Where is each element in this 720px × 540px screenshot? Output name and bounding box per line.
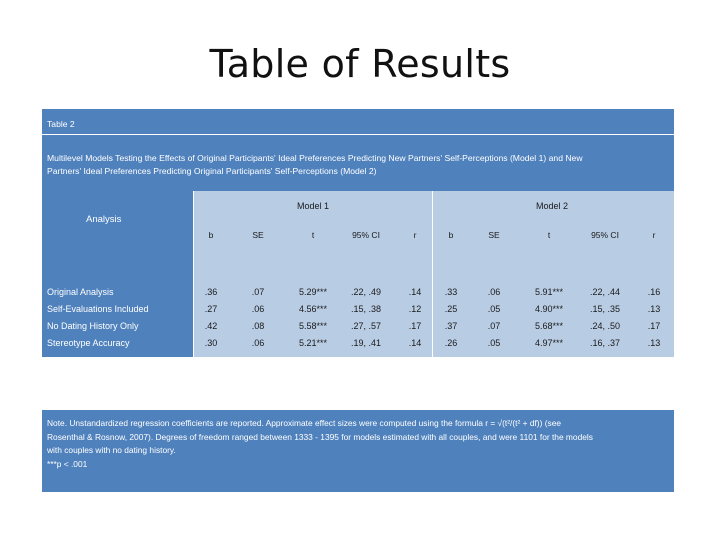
table-cell: .07 — [487, 321, 501, 331]
col-header-m2-ci: 95% CI — [591, 230, 619, 240]
table-cell: .08 — [251, 321, 265, 331]
table-cell: .17 — [647, 321, 661, 331]
table-cell: .24, .50 — [589, 321, 621, 331]
col-header-m1-se: SE — [252, 230, 264, 240]
table-cell: .25 — [444, 304, 458, 314]
table-cell: 4.90*** — [534, 304, 564, 314]
note-line-1: Note. Unstandardized regression coefficients are reported. Approximate effect sizes were computed using the formula r = √(t²/(t² + df)) (see — [47, 418, 562, 428]
table-cell: .15, .35 — [589, 304, 621, 314]
note-significance: ***p < .001 — [47, 458, 88, 469]
row-label-original-analysis: Original Analysis — [47, 287, 114, 297]
table-cell: 4.56*** — [298, 304, 328, 314]
table-cell: 5.29*** — [298, 287, 328, 297]
table-caption-line-2: Partners' Ideal Preferences Predicting Original Participants' Self-Perceptions (Model 2) — [47, 166, 377, 176]
table-cell: .22, .44 — [589, 287, 621, 297]
row-label-no-dating-history: No Dating History Only — [47, 321, 139, 331]
model-divider — [432, 191, 433, 357]
model-1-header: Model 1 — [296, 201, 330, 211]
slide-title: Table of Results — [209, 42, 511, 86]
table-label-bar — [42, 109, 674, 135]
table-cell: .19, .41 — [350, 338, 382, 348]
table-label: Table 2 — [47, 119, 75, 129]
row-label-self-evaluations: Self-Evaluations Included — [47, 304, 149, 314]
table-cell: .12 — [408, 304, 422, 314]
col-header-m2-b: b — [448, 230, 454, 240]
col-header-m1-r: r — [413, 230, 417, 240]
table-cell: 4.97*** — [534, 338, 564, 348]
table-cell: .26 — [444, 338, 458, 348]
table-cell: .36 — [204, 287, 218, 297]
col-header-m2-t: t — [547, 230, 551, 240]
table-cell: .06 — [251, 338, 265, 348]
table-cell: .30 — [204, 338, 218, 348]
table-cell: 5.21*** — [298, 338, 328, 348]
table-bottom-rule — [42, 357, 674, 358]
table-cell: .22, .49 — [350, 287, 382, 297]
table-cell: .13 — [647, 338, 661, 348]
table-cell: .07 — [251, 287, 265, 297]
table-cell: .27, .57 — [350, 321, 382, 331]
table-cell: 5.58*** — [298, 321, 328, 331]
table-cell: .05 — [487, 338, 501, 348]
table-cell: 5.68*** — [534, 321, 564, 331]
column-divider — [193, 191, 194, 357]
col-header-m1-b: b — [208, 230, 214, 240]
table-cell: .16, .37 — [589, 338, 621, 348]
table-cell: .14 — [408, 338, 422, 348]
note-line-2: Rosenthal & Rosnow, 2007). Degrees of freedom ranged between 1333 - 1395 for models estimated with all couples, and were 1101 for the models — [47, 431, 593, 442]
table-cell: .37 — [444, 321, 458, 331]
analysis-header: Analysis — [86, 214, 122, 225]
table-cell: .16 — [647, 287, 661, 297]
table-cell: .13 — [647, 304, 661, 314]
table-caption-line-1: Multilevel Models Testing the Effects of Original Participants' Ideal Preferences Predicting New Partners' Self-Perceptions (Model 1) and New — [47, 153, 583, 163]
table-cell: .06 — [251, 304, 265, 314]
table-cell: .06 — [487, 287, 501, 297]
col-header-m1-ci: 95% CI — [352, 230, 380, 240]
table-cell: .33 — [444, 287, 458, 297]
col-header-m2-r: r — [652, 230, 656, 240]
table-cell: 5.91*** — [534, 287, 564, 297]
model-2-header: Model 2 — [535, 201, 569, 211]
col-header-m2-se: SE — [488, 230, 500, 240]
table-cell: .05 — [487, 304, 501, 314]
table-note — [42, 410, 674, 492]
note-line-3: with couples with no dating history. — [47, 445, 176, 455]
table-cell: .15, .38 — [350, 304, 382, 314]
table-cell: .27 — [204, 304, 218, 314]
table-cell: .42 — [204, 321, 218, 331]
col-header-m1-t: t — [311, 230, 315, 240]
table-cell: .14 — [408, 287, 422, 297]
table-cell: .17 — [408, 321, 422, 331]
row-label-stereotype-accuracy: Stereotype Accuracy — [47, 338, 130, 348]
